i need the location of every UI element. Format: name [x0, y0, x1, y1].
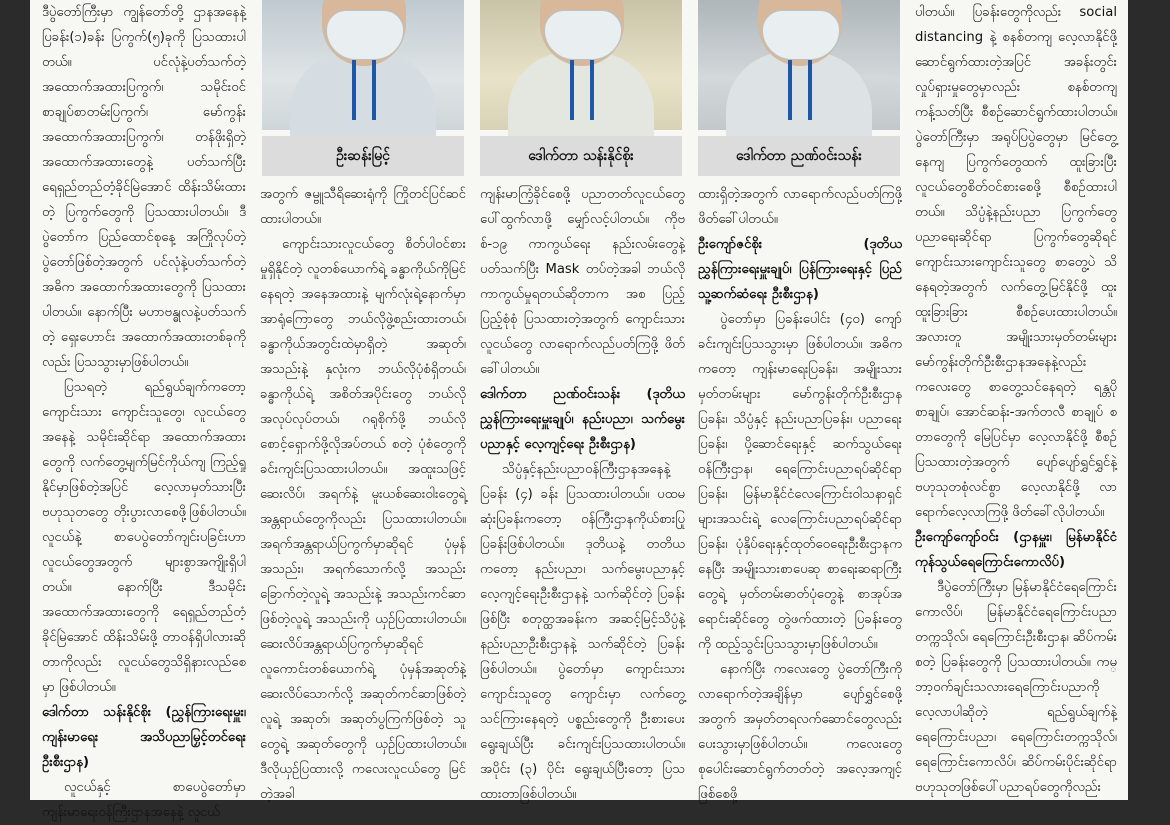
portrait-photo-3: [698, 0, 900, 130]
paragraph: လူငယ်နှင့် စာပေပွဲတော်မှာ ကျန်းမာရေးဝန်ကြီးဌာနအနေနဲ့ လူငယ်: [42, 780, 246, 820]
paragraph: နောက်ပြီး ကလေးတွေ ပွဲတော်ကြီးကို လာရောက်တဲ့အချိန်မှာ ပျော်ရွှင်စေဖို့အတွက် အမှတ်တရလက်ဆောင်တွေလည်း ပေးသွားမှာဖြစ်ပါတယ်။ ကလေးတွေ စုပေါင်းဆောင်ရွက်တတ်တဲ့ အလေ့အကျင့်ဖြစ်စေဖို့: [698, 662, 902, 802]
portrait-photo-2: [480, 0, 682, 130]
speaker-heading: ဒေါက်တာ သန်းနိုင်စိုး (ညွှန်ကြားရေးမှူး၊ ကျန်းမာရေး အသိပညာမြှင့်တင်ရေး ဦးစီးဌာန): [42, 705, 246, 770]
portrait-photo-1: [262, 0, 464, 130]
paragraph: ထားရှိတဲ့အတွက် လာရောက်လည်ပတ်ကြဖို့ ဖိတ်ခေါ်ပါတယ်။: [698, 187, 902, 227]
article-column-5: [915, 0, 1117, 800]
photo-caption-1: ဦးဆန်းမြင့်: [262, 136, 464, 176]
paragraph: အတွက် ဇမ္ဗူသီရိဆေးရုံကို ကြိုတင်ပြင်ဆင်ထားပါတယ်။: [260, 187, 466, 227]
article-column-1: [42, 0, 246, 820]
article-column-3: [480, 182, 685, 800]
article-column-2: [260, 182, 466, 800]
photo-caption-3: ဒေါက်တာ ညဏ်ဝင်းသန်း: [698, 136, 900, 176]
photo-caption-2: ဒေါက်တာ သန်းနိုင်စိုး: [480, 136, 682, 176]
speaker-heading: ဦးကျော်ဇင်စိုး (ဒုတိယ ညွှန်ကြားရေးမှူးချုပ်၊ ပြန်ကြားရေးနှင့် ပြည်သူ့ဆက်ဆံရေး ဦးစီးဌာန): [698, 237, 902, 302]
paragraph: ကျောင်းသားလူငယ်တွေ စိတ်ပါဝင်စားမှုရှိနိုင်တဲ့ လူတစ်ယောက်ရဲ့ ခန္ဓာကိုယ်ကိုမြင်နေရတဲ့ အနေအထားနဲ့ မျက်လုံးရဲ့နောက်မှာ အာရုံကြောတွေ ဘယ်လိုဖွဲ့စည်းထားတယ်၊ ခန္ဓာကိုယ်အတွင်းထဲမှာရှိတဲ့ အဆုတ်၊ အသည်းနဲ့ နှလုံးက ဘယ်လိုပုံစံရှိတယ်၊ ခန္ဓာကိုယ်ရဲ့ အစိတ်အပိုင်းတွေ ဘယ်လိုအလုပ်လုပ်တယ်၊ ဂရုစိုက်ဖို့ ဘယ်လိုစောင့်ရှောက်ဖို့လိုအပ်တယ် စတဲ့ ပုံစံတွေကို ခင်းကျင်းပြသထားပါတယ်။ အထူးသဖြင့် ဆေးလိပ်၊ အရက်နဲ့ မူးယစ်ဆေးဝါးတွေရဲ့ အန္တရာယ်တွေကိုလည်း ပြသထားပါတယ်။ အရက်အန္တရာယ်ပြကွက်မှာဆိုရင် ပုံမှန်အသည်း၊ အရက်သောက်လို့ အသည်းခြောက်တဲ့လူရဲ့ အသည်းနဲ့ အသည်းကင်ဆာဖြစ်တဲ့လူရဲ့ အသည်းကို ယှဉ်ပြထားပါတယ်။ ဆေးလိပ်အန္တရာယ်ပြကွက်မှာဆိုရင် လူကောင်းတစ်ယောက်ရဲ့ ပုံမှန်အဆုတ်နဲ့ ဆေးလိပ်သောက်လို့ အဆုတ်ကင်ဆာဖြစ်တဲ့လူရဲ့ အဆုတ်၊ အဆုတ်ပွကြက်ဖြစ်တဲ့ သူတွေရဲ့ အဆုတ်တွေကို ယှဉ်ပြထားပါတယ်။ ဒီလိုယှဉ်ပြထားလို့ ကလေးလူငယ်တွေ မြင်တဲ့အခါ: [260, 237, 466, 802]
paragraph: ပြသရတဲ့ ရည်ရွယ်ချက်ကတော့ ကျောင်းသား ကျောင်းသူတွေ၊ လူငယ်တွေအနေနဲ့ သမိုင်းဆိုင်ရာ အထောက်အထားတွေကို လက်တွေ့မျက်မြင်ကိုယ်ကျ ကြည့်ရှုနိုင်မှာဖြစ်တဲ့အပြင် လေ့လာမှတ်သားပြီး ဗဟုသုတတွေ တိုးပွားလာစေဖို့ဖြစ်ပါတယ်။ လူငယ်နဲ့ စာပေပွဲတော်ကျင်းပခြင်းဟာ လူငယ်တွေအတွက် များစွာအကျိုးရှိပါတယ်။ နောက်ပြီး ဒီသမိုင်းအထောက်အထားတွေကို ရေရှည်တည်တံ့ခိုင်မြဲအောင် ထိန်းသိမ်းဖို့ တာဝန်ရှိပါလားဆိုတာကိုလည်း လူငယ်တွေသိရှိနားလည်စေမှာ ဖြစ်ပါတယ်။: [42, 380, 246, 695]
paragraph: ဒီပွဲတော်ကြီးမှာ ကျွန်တော်တို့ ဌာနအနေနဲ့ ပြခန်း(၁)ခန်း ပြကွက်(၅)ခုကို ပြသထားပါတယ်။ ပင်လုံနဲ့ပတ်သက်တဲ့ အထောက်အထားပြကွက်၊ သမိုင်းဝင်စာချုပ်စာတမ်းပြကွက်၊ မော်ကွန်းအထောက်အထားပြကွက်၊ တန်ဖိုးရှိတဲ့ အထောက်အထားတွေနဲ့ ပတ်သက်ပြီး ရေရှည်တည်တံ့ခိုင်မြဲအောင် ထိန်းသိမ်းထားတဲ့ ပြကွက်တွေကို ပြသထားပါတယ်။ ဒီပွဲတော်က ပြည်ထောင်စုနေ့ အကြိုလုပ်တဲ့ ပွဲတော်ဖြစ်တဲ့အတွက် ပင်လုံနဲ့ပတ်သက်တဲ့ အဓိက အထောက်အထားတွေကို ပြသထားပါတယ်။ နောက်ပြီး မဟာဗန္ဓုလနဲ့ပတ်သက်တဲ့ ရှေးဟောင်း အထောက်အထားတစ်ခုကိုလည်း ပြသသွားမှာဖြစ်ပါတယ်။: [42, 5, 246, 370]
paragraph: သိပ္ပံနှင့်နည်းပညာဝန်ကြီးဌာနအနေနဲ့ ပြခန်း (၄) ခန်း ပြသထားပါတယ်။ ပထမဆုံးပြခန်းကတော့ ဝန်ကြီးဌာနကိုယ်စားပြုပြခန်းဖြစ်ပါတယ်။ ဒုတိယနဲ့ တတိယကတော့ နည်းပညာ၊ သက်မွေးပညာနှင့် လေ့ကျင့်ရေးဦးစီးဌာနနဲ့ သက်ဆိုင်တဲ့ ပြခန်းဖြစ်ပြီး စတုတ္ထအခန်းက အဆင့်မြင့်သိပ္ပံနဲ့နည်းပညာဦးစီးဌာနနဲ့ သက်ဆိုင်တဲ့ ပြခန်းဖြစ်ပါတယ်။ ပွဲတော်မှာ ကျောင်းသားကျောင်းသူတွေ ကျောင်းမှာ လက်တွေ့သင်ကြားနေရတဲ့ ပစ္စည်းတွေကို ဦးစားပေးရွေးချယ်ပြီး ခင်းကျင်းပြသထားပါတယ်။ အပိုင်း (၃) ပိုင်း ရွေးချယ်ပြီးတော့ ပြသထားတာဖြစ်ပါတယ်။: [480, 462, 685, 802]
article-column-4: [698, 182, 902, 800]
speaker-heading: ဦးကျော်ကျော်ဝင်း (ဌာနမှူး၊ မြန်မာနိုင်ငံကုန်သွယ်ရေကြောင်းကောလိပ်): [915, 530, 1117, 570]
paragraph: ဒီပွဲတော်ကြီးမှာ မြန်မာနိုင်ငံရေကြောင်းကောလိပ်၊ မြန်မာနိုင်ငံရေကြောင်းပညာတက္ကသိုလ်၊ ရေကြောင်းဦးစီးဌာန၊ ဆိပ်ကမ်း စတဲ့ ပြခန်းတွေကို ပြသထားပါတယ်။ ကမ္ဘာ့ဝက်ချင်းသလားရေကြောင်းပညာကို လေ့လာပါဆိုတဲ့ ရည်ရွယ်ချက်နဲ့ ရေကြောင်းပညာ၊ ရေကြောင်းတက္ကသိုလ်၊ ရေကြောင်းကောလိပ်၊ ဆိပ်ကမ်းပိုင်းဆိုင်ရာ ဗဟုသုတဖြစ်ပေါ်ပညာရပ်တွေကိုလည်း: [915, 580, 1117, 795]
paragraph: ကျန်းမာကြံ့ခိုင်စေဖို့ ပညာတတ်လူငယ်တွေ ပေါ်ထွက်လာဖို့ မျှော်လင့်ပါတယ်။ ကိုဗစ်-၁၉ ကာကွယ်ရေး နည်းလမ်းတွေနဲ့ပတ်သက်ပြီး Mask တပ်တဲ့အခါ ဘယ်လို ကာကွယ်မှုရတယ်ဆိုတာက အစ ပြည့်ပြည့်စုံစုံ ပြသထားတဲ့အတွက် ကျောင်းသားလူငယ်တွေ လာရောက်လည်ပတ်ကြဖို့ ဖိတ်ခေါ်ပါတယ်။: [480, 187, 685, 377]
speaker-heading: ဒေါက်တာ ညဏ်ဝင်းသန်း (ဒုတိယ ညွှန်ကြားရေးမှူးချုပ်၊ နည်းပညာ၊ သက်မွေးပညာနှင့် လေ့ကျင့်ရေး ဦးစီးဌာန): [480, 387, 685, 452]
paragraph: ပါတယ်။ ပြခန်းတွေကိုလည်း social distancing နဲ့ စနစ်တကျ လေ့လာနိုင်ဖို့ ဆောင်ရွက်ထားတဲ့အပြင် အခန်းတွင်း လှုပ်ရှားမှုတွေမှာလည်း စနစ်တကျ ကန့်သတ်ပြီး စီစဉ်ဆောင်ရွက်ထားပါတယ်။ ပွဲတော်ကြီးမှာ အရုပ်ပြပွဲတွေမှာ မြင်တွေ့နေကျ ပြကွက်တွေထက် ထူးခြားပြီး လူငယ်တွေစိတ်ဝင်စားစေဖို့ စီစဉ်ထားပါတယ်။ သိပ္ပံနဲ့နည်းပညာ ပြကွက်တွေ ပညာရေးဆိုင်ရာ ပြကွက်တွေဆိုရင် ကျောင်းသားကျောင်းသူတွေ စာတွေ့ပဲ သိနေရတဲ့အတွက် လက်တွေ့မြင်နိုင်ဖို့ ထူးထူးခြားခြား စီစဉ်ပေးထားပါတယ်။ အလားတူ အမျိုးသားမှတ်တမ်းများ မော်ကွန်းတိုက်ဦးစီးဌာနအနေနဲ့လည်း ကလေးတွေ စာတွေ့သင်နေရတဲ့ ရန္တပိုစာချုပ်၊ အောင်ဆန်း-အက်တလီ စာချုပ် စတာတွေကို မြေပြင်မှာ လေ့လာနိုင်ဖို့ စီစဉ်ပြသထားတဲ့အတွက် ပျော်ပျော်ရွှင်ရွှင်နဲ့ ဗဟုသုတစုံလင်စွာ လေ့လာနိုင်ဖို့ လာရောက်လေ့လာကြဖို့ ဖိတ်ခေါ်လိုပါတယ်။: [915, 5, 1117, 520]
paragraph: ပွဲတော်မှာ ပြခန်းပေါင်း (၄၀) ကျော် ခင်းကျင်းပြသသွားမှာ ဖြစ်ပါတယ်။ အဓိကကတော့ ကျန်းမာရေးပြခန်း၊ အမျိုးသားမှတ်တမ်းများ မော်ကွန်းတိုက်ဦးစီးဌာနပြခန်း၊ သိပ္ပံနှင့် နည်းပညာပြခန်း၊ ပညာရေးပြခန်း၊ ပို့ဆောင်ရေးနှင့် ဆက်သွယ်ရေးဝန်ကြီးဌာန၊ ရေကြောင်းပညာရပ်ဆိုင်ရာပြခန်း၊ မြန်မာနိုင်ငံလေကြောင်းဝါသနာရှင်များအသင်းရဲ့ လေကြောင်းပညာရပ်ဆိုင်ရာ ပြခန်း၊ ပုံနှိပ်ရေးနှင့်ထုတ်ဝေရေးဦးစီးဌာနကနေပြီး အမျိုးသားစာပေဆု စာရေးဆရာကြီးတွေရဲ့ မှတ်တမ်းဓာတ်ပုံတွေနဲ့ စာအုပ်အရောင်းဆိုင်တွေ တွဲဖက်ထားတဲ့ ပြခန်းတွေကို ထည့်သွင်းပြသသွားမှာဖြစ်ပါတယ်။: [698, 312, 902, 652]
newspaper-page: [30, 0, 1128, 820]
